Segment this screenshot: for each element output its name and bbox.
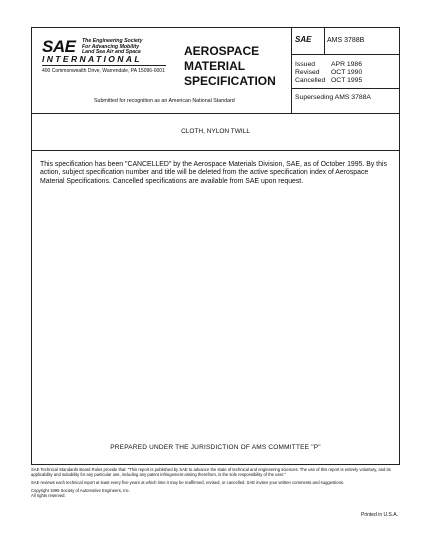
document-number: AMS 3788B <box>327 37 365 44</box>
document-title: CLOTH, NYLON TWILL <box>181 128 250 135</box>
footer <box>31 467 400 518</box>
date-cancelled: Cancelled OCT 1995 <box>295 77 363 84</box>
sae-tagline: The Engineering Society For Advancing Mobility Land Sea Air and Space <box>82 38 143 56</box>
date-issued: Issued APR 1986 <box>295 61 362 68</box>
sae-address: 400 Commonwealth Drive, Warrendale, PA 15096-0001 <box>42 68 165 74</box>
document-frame <box>31 27 400 465</box>
footer-copyright: Copyright 1995 Society of Automotive Engineers, Inc. All rights reserved. <box>31 488 130 498</box>
international-label: INTERNATIONAL <box>42 54 142 64</box>
info-column <box>291 28 399 113</box>
footer-review: SAE reviews each technical report at least every five years at which time it may be reaffirmed, revised, or cancelled. SAE invites your written comments and suggestions. <box>31 480 345 485</box>
superseding-note: Superseding AMS 3788A <box>295 94 371 101</box>
header-divider <box>32 113 399 114</box>
sae-logo-mark: SAE <box>42 37 76 56</box>
jurisdiction-note: PREPARED UNDER THE JURISDICTION OF AMS COMMITTEE "P" <box>110 444 321 451</box>
title-divider <box>32 150 399 151</box>
footer-rules: SAE Technical Standards Board Rules provide that: "This report is published by SAE to advance the state of technical and engineering sciences. The use of this report is entirely voluntary, and its applicability and suitability for any particular use, including any patent infringement arising therefrom, is the sole responsibility of the user." <box>31 467 391 477</box>
sae-logo <box>38 38 173 78</box>
logo-rule <box>42 65 166 66</box>
spec-title: AEROSPACE MATERIAL SPECIFICATION <box>184 44 276 88</box>
sae-small-mark: SAE <box>295 35 312 44</box>
date-list <box>295 61 362 85</box>
date-revised: Revised OCT 1990 <box>295 69 363 76</box>
ansi-note: Submitted for recognition as an American National Standard <box>94 98 235 104</box>
printed-in: Printed in U.S.A. <box>361 512 398 518</box>
cancellation-notice: This specification has been "CANCELLED" by the Aerospace Materials Division, SAE, as of October 1995. By this action, subject specification number and title will be deleted from the active specification index of Aerospace Material Specifications. Cancelled specifications are available from SAE upon request. <box>40 161 387 185</box>
